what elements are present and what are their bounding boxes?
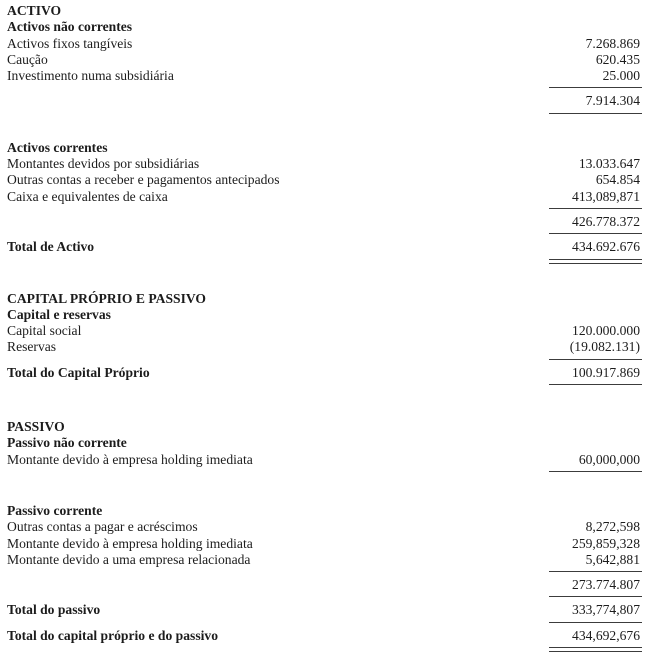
total-value: 100.917.869 [510,365,640,381]
line-item-value: 620.435 [595,51,640,67]
line-item-label: Investimento numa subsidiária [7,68,174,84]
line-item-label: Outras contas a receber e pagamentos antecipados [7,172,280,188]
total-label: Total do Capital Próprio [7,364,150,380]
line-item [7,36,640,52]
line-item-value: 7.268.869 [585,35,640,51]
subtotal-value: 273.774.807 [510,577,640,593]
line-item-label: Activos fixos tangíveis [7,35,133,51]
section-header-capital-proprio-e-passivo [7,291,640,307]
line-item-label: Montante devido a uma empresa relacionada [7,551,251,567]
line-item-label: Montantes devidos por subsidiárias [7,156,200,172]
subtotal-row [7,577,640,593]
line-item-label: Reservas [7,339,57,355]
subsection-header-label: Activos correntes [7,139,108,155]
line-item-value: (19.082.131) [510,339,640,355]
line-item [7,189,640,205]
subsection-header-passivo-corrente [7,503,640,519]
total-label: Total de Activo [7,239,95,255]
line-item-label: Caixa e equivalentes de caixa [7,188,168,204]
line-item [7,536,640,552]
line-item-value: 654.854 [595,172,640,188]
section-spacer [7,119,640,140]
line-item-label: Outras contas a pagar e acréscimos [7,519,198,535]
total-value: 434,692,676 [510,628,640,644]
line-item-value: 60,000,000 [510,452,640,468]
line-item-value: 413,089,871 [510,189,640,205]
section-spacer [7,477,640,503]
section-header-label: PASSIVO [7,419,65,435]
subsection-header-label: Passivo corrente [7,502,103,518]
line-item-value: 8,272,598 [585,519,640,535]
line-item [7,519,640,535]
subsection-header-capital-e-reservas [7,307,640,323]
line-item [7,156,640,172]
subtotal-row [7,93,640,109]
line-item [7,552,640,568]
section-spacer [7,265,640,291]
line-item-value: 259,859,328 [572,535,640,551]
subsection-header-label: Passivo não corrente [7,435,127,451]
section-spacer [7,390,640,419]
section-header-label: ACTIVO [7,3,62,18]
line-item [7,52,640,68]
line-item [7,172,640,188]
total-label: Total do capital próprio e do passivo [7,627,218,643]
total-value: 434.692.676 [510,239,640,255]
line-item-value: 5,642,881 [510,552,640,568]
line-item [7,452,640,468]
line-item-value: 25.000 [510,68,640,84]
line-item-value: 120.000.000 [572,323,640,339]
subsection-header-activos-correntes [7,140,640,156]
section-header-activo [7,3,640,19]
line-item [7,323,640,339]
subtotal-value: 426.778.372 [510,214,640,230]
total-row-assets [7,239,640,255]
line-item-label: Montante devido à empresa holding imediata [7,535,253,551]
line-item [7,68,640,84]
total-row-capital-proprio-e-passivo [7,628,640,644]
line-item-value: 13.033.647 [578,156,640,172]
subtotal-value: 7.914.304 [510,93,640,109]
total-row-passivo [7,602,640,618]
subsection-header-label: Capital e reservas [7,306,111,322]
total-value: 333,774,807 [510,602,640,618]
section-header-label: CAPITAL PRÓPRIO E PASSIVO [7,290,206,306]
total-row-capital-proprio [7,365,640,381]
line-item-label: Montante devido à empresa holding imediata [7,451,253,467]
subtotal-row [7,214,640,230]
subsection-header-passivo-nao-corrente [7,435,640,451]
total-label: Total do passivo [7,602,101,618]
subsection-header-activos-nao-correntes [7,19,640,35]
section-header-passivo [7,419,640,435]
line-item-label: Caução [7,51,48,67]
line-item [7,339,640,355]
line-item-label: Capital social [7,323,82,339]
subsection-header-label: Activos não correntes [7,19,133,35]
